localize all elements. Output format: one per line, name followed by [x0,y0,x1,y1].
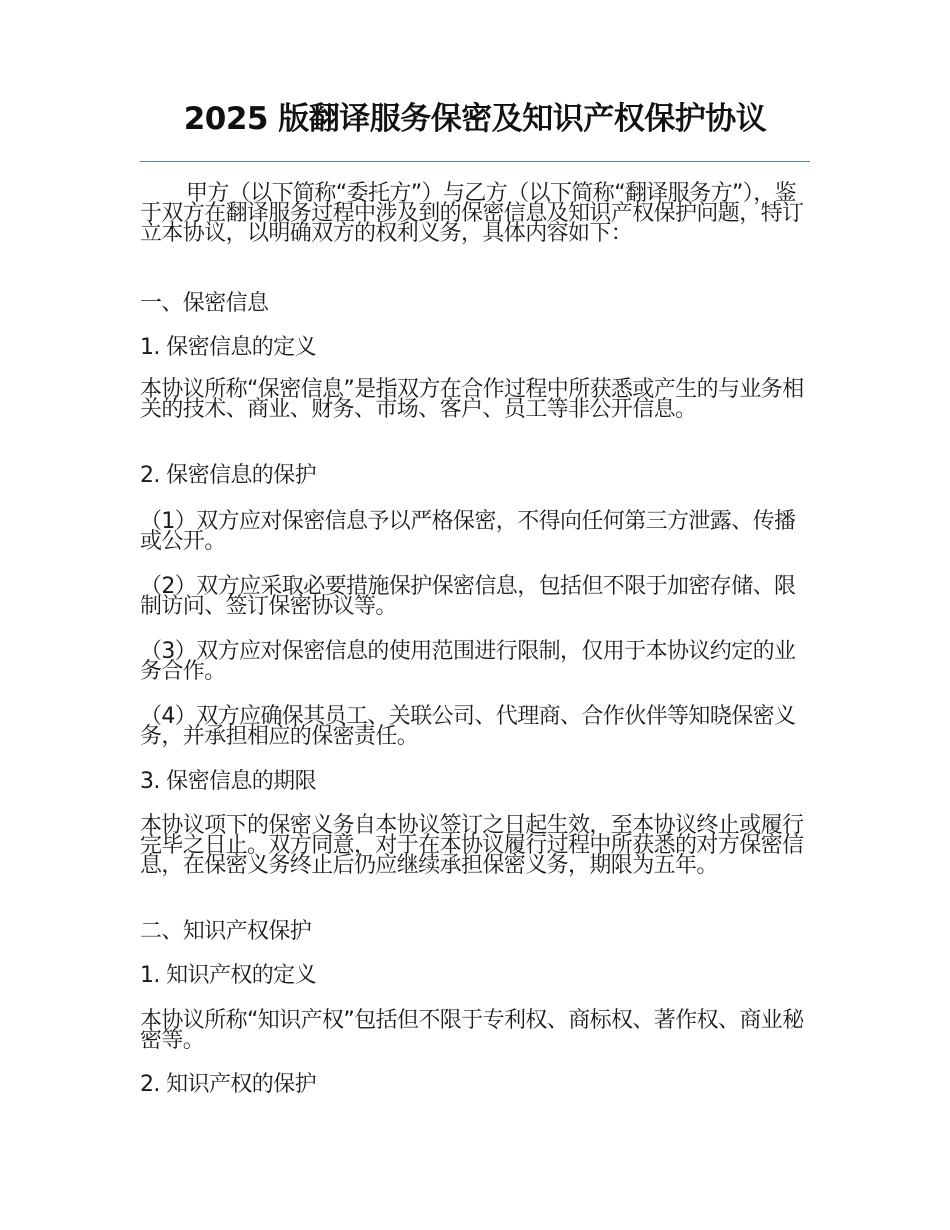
subheading-ip-protection: 2. 知识产权的保护 [140,1072,316,1097]
list-item-protection-2: （2）双方应采取必要措施保护保密信息，包括但不限于加密存储、限制访问、签订保密协议等。 [140,574,796,619]
paragraph-ip-definition: 本协议所称“知识产权”包括但不限于专利权、商标权、著作权、商业秘密等。 [140,1008,804,1053]
section-heading-ip: 二、知识产权保护 [140,919,312,944]
paragraph-definition: 本协议所称“保密信息”是指双方在合作过程中所获悉或产生的与业务相关的技术、商业、财务、市场、客户、员工等非公开信息。 [140,377,804,422]
paragraph-term: 本协议项下的保密义务自本协议签订之日起生效，至本协议终止或履行完毕之日止。双方同意，对于在本协议履行过程中所获悉的对方保密信息，在保密义务终止后仍应继续承担保密义务，期限为五年。 [140,813,804,878]
list-item-protection-3: （3）双方应对保密信息的使用范围进行限制，仅用于本协议约定的业务合作。 [140,639,796,684]
list-item-protection-4: （4）双方应确保其员工、关联公司、代理商、合作伙伴等知晓保密义务，并承担相应的保密责任。 [140,704,796,749]
section-heading-confidential-info: 一、保密信息 [140,291,269,316]
document-title: 2025 版翻译服务保密及知识产权保护协议 [183,101,767,137]
title-underline [140,161,810,162]
intro-paragraph: 甲方（以下简称“委托方”）与乙方（以下简称“翻译服务方”），鉴于双方在翻译服务过程中涉及到的保密信息及知识产权保护问题，特订立本协议，以明确双方的权利义务，具体内容如下： [140,181,804,246]
subheading-term: 3. 保密信息的期限 [140,769,316,794]
subheading-protection: 2. 保密信息的保护 [140,463,316,488]
subheading-definition: 1. 保密信息的定义 [140,335,316,360]
subheading-ip-definition: 1. 知识产权的定义 [140,963,316,988]
list-item-protection-1: （1）双方应对保密信息予以严格保密，不得向任何第三方泄露、传播或公开。 [140,509,796,554]
